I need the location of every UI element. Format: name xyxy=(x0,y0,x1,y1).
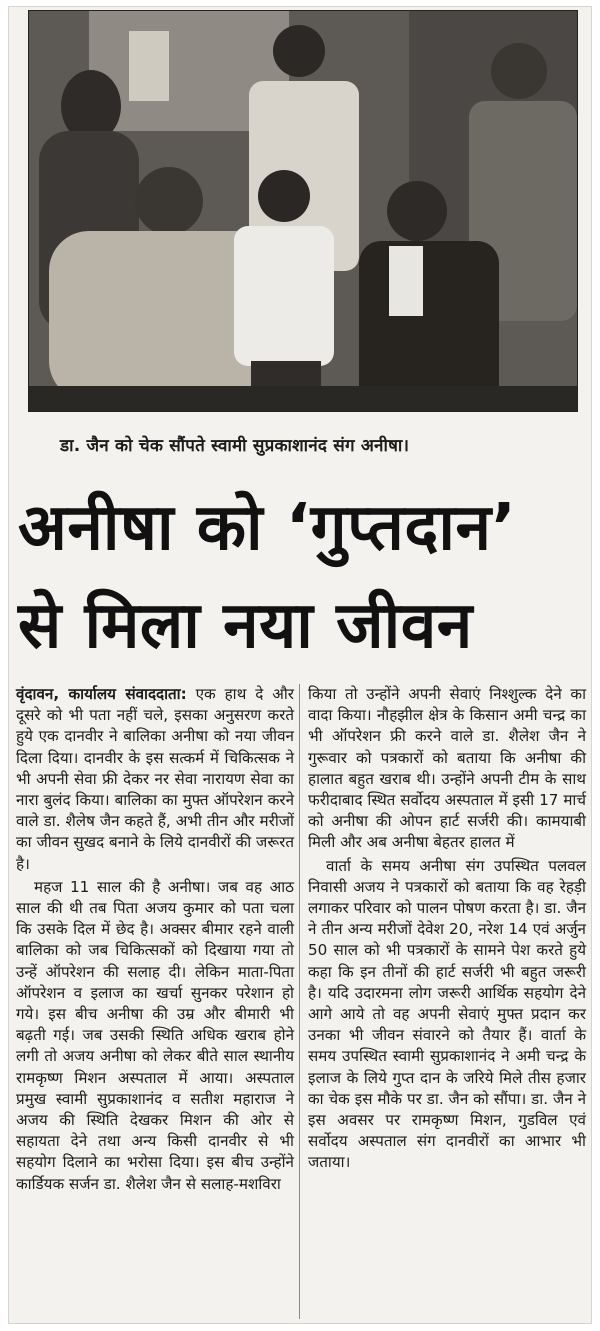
article-paragraph: वार्ता के समय अनीषा संग उपस्थित पलवल निवासी अजय ने पत्रकारों को बताया कि वह रेहड़ी लगाकर परिवार को पालन पोषण करता है। डा. जैन ने तीन अन्य मरीजों देवेश 20, नरेश 14 एवं अर्जुन 50 साल को भी पत्रकारों के सामने पेश करते हुये कहा कि इन तीनों की हार्ट सर्जरी भी बहुत जरूरी है। यदि उदारमना लोग जरूरी आर्थिक सहयोग देने आगे आये तो वह अपनी सेवाएं मुफ्त प्रदान कर उनका भी जीवन संवारने को तैयार हैं। वार्ता के समय उपस्थित स्वामी सुप्रकाशानंद ने अमी चन्द्र के इलाज के लिये गुप्त दान के जरिये मिले तीस हजार का चेक इस मौके पर डा. जैन को सौंपा। डा. जैन ने इस अवसर पर रामकृष्ण मिशन, गुडविल एवं सर्वोदय अस्पताल संग दानवीरों का आभार भी जताया। xyxy=(308,856,586,1172)
dateline: वृंदावन, कार्यालय संवाददाता: xyxy=(16,685,187,703)
paragraph-text: एक हाथ दे और दूसरे को भी पता नहीं चले, इसका अनुसरण करते हुये एक दानवीर ने बालिका अनीषा को नया जीवन दिला दिया। दानवीर के इस सत्कर्म में चिकित्सक ने भी अपनी सेवा फ्री देकर नर सेवा नारायण सेवा का नारा बुलंद किया। बालिका का मुफ्त ऑपरेशन करने वाले डा. शैलेष जैन कहते हैं, अभी तीन और मरीजों का जीवन सुखद बनाने के लिये दानवीरों की जरूरत है। xyxy=(16,685,294,873)
news-photo xyxy=(28,10,578,412)
article-column-right xyxy=(308,684,586,1176)
headline-line-1: अनीषा को ‘गुप्तदान’ xyxy=(18,491,517,565)
article-paragraph: किया तो उन्होंने अपनी सेवाएं निश्शुल्क देने का वादा किया। नौहझील क्षेत्र के किसान अमी चन्द्र का भी ऑपरेशन फ्री करने वाले डा. शैलेश जैन ने गुरूवार को पत्रकारों को बताया कि अनीषा की हालात बहुत खराब थी। उन्होंने अपनी टीम के साथ फरीदाबाद स्थित सर्वोदय अस्पताल में इसी 17 मार्च को अनीषा की ओपन हार्ट सर्जरी की। कामयाबी मिली और अब अनीषा बेहतर हालत में xyxy=(308,685,586,852)
column-divider xyxy=(299,684,300,1319)
photo-illustration xyxy=(29,11,577,411)
article-paragraph: महज 11 साल की है अनीषा। जब वह आठ साल की थी तब पिता अजय कुमार को पता चला कि उसके दिल में छेद है। अक्सर बीमार रहने वाली बालिका को जब चिकित्सकों को दिखाया गया तो उन्हें ऑपरेशन की सलाह दी। लेकिन माता-पिता ऑपरेशन व इलाज का खर्चा सुनकर परेशान हो गये। इस बीच अनीषा की उम्र और बीमारी भी बढ़ती गई। जब उसकी स्थिति अधिक खराब होने लगी तो अजय अनीषा को लेकर बीते साल स्थानीय रामकृष्ण मिशन अस्पताल में आया। अस्पताल प्रमुख स्वामी सुप्रकाशानंद व सतीश महाराज ने अजय की स्थिति देखकर मिशन की ओर से सहायता देने तथा अन्य किसी दानवीर से भी सहयोग दिलाने का भरोसा दिया। इस बीच उन्होंने कार्डियक सर्जन डा. शैलेश जैन से सलाह-मशविरा xyxy=(16,877,294,1193)
headline-line-2: से मिला नया जीवन xyxy=(18,589,473,663)
article-paragraph xyxy=(16,684,294,875)
article-column-left xyxy=(16,684,294,1197)
photo-caption: डा. जैन को चेक सौंपते स्वामी सुप्रकाशानंद संग अनीषा। xyxy=(60,436,410,456)
